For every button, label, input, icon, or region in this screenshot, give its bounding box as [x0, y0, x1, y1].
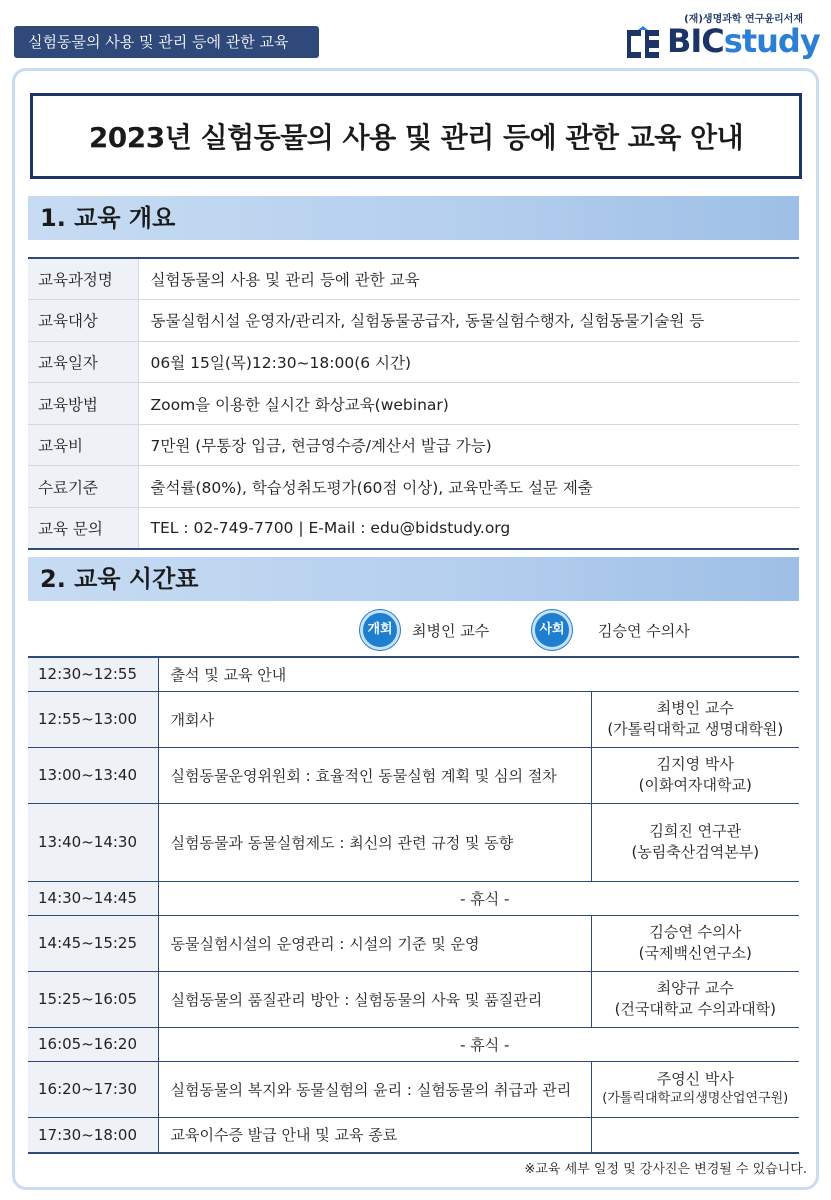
schedule-topic: 실험동물과 동물실험제도 : 최신의 관련 규정 및 동향 [158, 803, 591, 881]
host-name: 김승연 수의사 [598, 622, 690, 640]
schedule-row [28, 657, 799, 691]
overview-label: 교육방법 [28, 383, 138, 425]
overview-label: 교육과정명 [28, 258, 138, 300]
schedule-time: 14:30~14:45 [28, 881, 158, 915]
overview-value: 실험동물의 사용 및 관리 등에 관한 교육 [138, 258, 799, 300]
schedule-row [28, 691, 799, 747]
overview-value: 7만원 (무통장 입금, 현금영수증/계산서 발급 가능) [138, 424, 799, 466]
overview-value: Zoom을 이용한 실시간 화상교육(webinar) [138, 383, 799, 425]
opening-name: 최병인 교수 [412, 622, 490, 640]
overview-row [28, 258, 799, 300]
schedule-speaker [591, 691, 799, 747]
schedule-time: 12:55~13:00 [28, 691, 158, 747]
speaker-affiliation: (농림축산검역본부) [631, 843, 760, 861]
schedule-speaker [591, 747, 799, 803]
hosts-bar [28, 610, 799, 650]
schedule-time: 16:20~17:30 [28, 1061, 158, 1117]
overview-row [28, 424, 799, 466]
schedule-time: 13:00~13:40 [28, 747, 158, 803]
speaker-name: 주영신 박사 [656, 1070, 734, 1089]
overview-table [28, 257, 799, 550]
overview-value: 06월 15일(목)12:30~18:00(6 시간) [138, 341, 799, 383]
speaker-name: 최양규 교수 [656, 979, 734, 997]
schedule-topic: 개회사 [158, 691, 591, 747]
page-title: 2023년 실험동물의 사용 및 관리 등에 관한 교육 안내 [30, 93, 802, 179]
break-label: - 휴식 - [158, 1027, 799, 1061]
header-tag: 실험동물의 사용 및 관리 등에 관한 교육 [14, 26, 319, 58]
host-badge: 사회 [532, 610, 572, 650]
speaker-affiliation: (건국대학교 수의과대학) [614, 1000, 776, 1018]
schedule-row [28, 803, 799, 881]
section-heading-schedule: 2. 교육 시간표 [28, 557, 799, 601]
schedule-row [28, 1061, 799, 1117]
schedule-topic: 실험동물의 품질관리 방안 : 실험동물의 사육 및 품질관리 [158, 971, 591, 1027]
schedule-speaker [591, 1061, 799, 1117]
overview-label: 교육일자 [28, 341, 138, 383]
schedule-topic: 실험동물의 복지와 동물실험의 윤리 : 실험동물의 취급과 관리 [158, 1061, 591, 1117]
logo-bic: BIC [667, 22, 724, 60]
overview-row [28, 508, 799, 550]
opening-badge: 개회 [360, 610, 400, 650]
bicstudy-logo [623, 8, 820, 64]
schedule-row [28, 971, 799, 1027]
speaker-name: 김승연 수의사 [649, 923, 742, 941]
schedule-row [28, 1117, 799, 1153]
speaker-affiliation: (가톨릭대학교의생명산업연구원) [602, 1091, 789, 1107]
overview-label: 수료기준 [28, 466, 138, 508]
speaker-affiliation: (이화여자대학교) [638, 776, 752, 794]
overview-label: 교육 문의 [28, 508, 138, 550]
schedule-time: 17:30~18:00 [28, 1117, 158, 1153]
overview-row [28, 466, 799, 508]
logo-study: study [723, 22, 820, 60]
schedule-row [28, 747, 799, 803]
schedule-time: 16:05~16:20 [28, 1027, 158, 1061]
logo-wordmark [667, 22, 820, 60]
schedule-table [28, 656, 799, 1154]
schedule-time: 15:25~16:05 [28, 971, 158, 1027]
schedule-row [28, 881, 799, 915]
schedule-speaker [591, 1117, 799, 1153]
speaker-name: 최병인 교수 [656, 699, 734, 717]
overview-value: 출석률(80%), 학습성취도평가(60점 이상), 교육만족도 설문 제출 [138, 466, 799, 508]
footnote: ※교육 세부 일정 및 강사진은 변경될 수 있습니다. [524, 1162, 807, 1177]
schedule-speaker [591, 915, 799, 971]
schedule-topic: 출석 및 교육 안내 [158, 657, 799, 691]
schedule-time: 14:45~15:25 [28, 915, 158, 971]
overview-row [28, 383, 799, 425]
overview-label: 교육대상 [28, 300, 138, 342]
overview-row [28, 300, 799, 342]
schedule-time: 13:40~14:30 [28, 803, 158, 881]
overview-value: TEL : 02-749-7700 | E-Mail : edu@bidstudy.org [138, 508, 799, 550]
schedule-topic: 교육이수증 발급 안내 및 교육 종료 [158, 1117, 591, 1153]
overview-row [28, 341, 799, 383]
speaker-name: 김지영 박사 [656, 755, 734, 773]
speaker-affiliation: (국제백신연구소) [638, 944, 752, 962]
section-heading-overview: 1. 교육 개요 [28, 196, 799, 240]
schedule-topic: 동물실험시설의 운영관리 : 시설의 기준 및 운영 [158, 915, 591, 971]
schedule-time: 12:30~12:55 [28, 657, 158, 691]
speaker-affiliation: (가톨릭대학교 생명대학원) [607, 720, 784, 738]
schedule-speaker [591, 971, 799, 1027]
logo-subtitle: (재)생명과학 연구윤리서재 [684, 14, 803, 25]
speaker-name: 김희진 연구관 [649, 822, 742, 840]
overview-label: 교육비 [28, 424, 138, 466]
book-icon [623, 24, 667, 64]
schedule-row [28, 915, 799, 971]
overview-value: 동물실험시설 운영자/관리자, 실험동물공급자, 동물실험수행자, 실험동물기술원 등 [138, 300, 799, 342]
schedule-topic: 실험동물운영위원회 : 효율적인 동물실험 계획 및 심의 절차 [158, 747, 591, 803]
break-label: - 휴식 - [158, 881, 799, 915]
schedule-speaker [591, 803, 799, 881]
schedule-row [28, 1027, 799, 1061]
